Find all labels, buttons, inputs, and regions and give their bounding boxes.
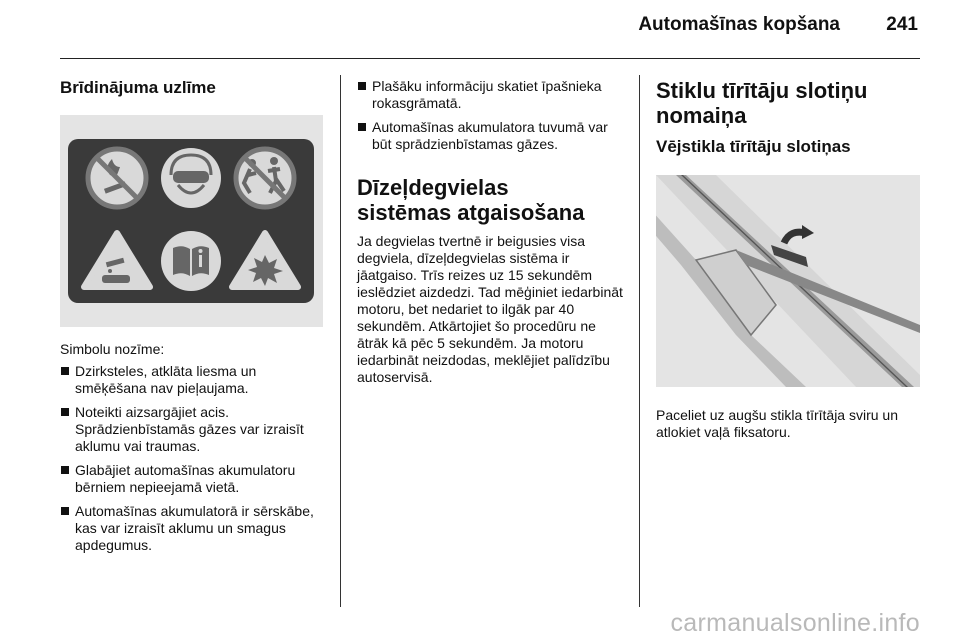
symbols-list <box>60 363 326 554</box>
section-heading-warning-label: Brīdinājuma uzlīme <box>60 78 216 97</box>
bullet-marker <box>61 507 69 515</box>
middle-column <box>357 78 625 386</box>
footer-watermark: carmanualsonline.info <box>670 609 920 637</box>
list-item <box>357 78 625 112</box>
list-item <box>60 363 326 397</box>
section-heading-wiper-replacement: Stiklu tīrītāju slotiņu nomaiņa <box>656 78 868 128</box>
left-column <box>60 78 326 561</box>
list-item-text: Noteikti aizsargājiet acis. Sprādzienbīstamās gāzes var izraisīt aklumu vai traumas. <box>75 404 304 454</box>
list-item-text: Plašāku informāciju skatiet īpašnieka rokasgrāmatā. <box>372 78 602 111</box>
section-heading-diesel-bleeding: Dīzeļdegvielas sistēmas atgaisošana <box>357 175 585 225</box>
diesel-bleeding-paragraph: Ja degvielas tvertnē ir beigusies visa degviela, dīzeļdegvielas sistēma ir jāatgaiso. Trīs reizes uz 15 sekundēm ieslēdziet aizdedzi. Tad mēģiniet iedarbināt motoru, bet nedariet to ilgāk par 40 sekundēm. Atkārtojiet šo procedūru ne ātrāk kā pēc 5 sekundēm. Ja motoru iedarbināt neizdodas, meklējiet palīdzību autoservisā. <box>357 233 623 385</box>
wiper-instruction-paragraph: Paceliet uz augšu stikla tīrītāja sviru un atlokiet vaļā fiksatoru. <box>656 407 899 440</box>
battery-notes-list <box>357 78 625 153</box>
list-item <box>60 462 326 496</box>
bullet-marker <box>61 408 69 416</box>
wiper-blade-figure <box>656 175 920 387</box>
list-item-text: Automašīnas akumulatora tuvumā var būt sprādzienbīstamas gāzes. <box>372 119 608 152</box>
column-divider-right <box>639 75 640 607</box>
bullet-marker <box>61 466 69 474</box>
no-fire-smoking-icon <box>87 148 147 208</box>
column-divider-left <box>340 75 341 607</box>
list-item-text: Automašīnas akumulatorā ir sērskābe, kas var izraisīt aklumu un smagus apdegumus. <box>75 503 314 553</box>
list-item <box>357 119 625 153</box>
warning-label-figure <box>60 115 323 327</box>
list-item <box>60 503 326 554</box>
read-manual-icon <box>161 231 221 291</box>
list-item-text: Dzirksteles, atklāta liesma un smēķēšana nav pieļaujama. <box>75 363 257 396</box>
list-item-text: Glabājiet automašīnas akumulatoru bērniem nepieejamā vietā. <box>75 462 296 495</box>
header-rule <box>60 58 920 59</box>
symbols-intro: Simbolu nozīme: <box>60 341 165 357</box>
bullet-marker <box>61 367 69 375</box>
bullet-marker <box>358 82 366 90</box>
eye-protection-icon <box>161 148 221 208</box>
bullet-marker <box>358 123 366 131</box>
list-item <box>60 404 326 455</box>
running-header-title: Automašīnas kopšana <box>638 14 840 35</box>
right-column <box>656 78 922 441</box>
keep-children-away-icon <box>235 148 295 208</box>
page-number: 241 <box>886 14 918 35</box>
subsection-heading-windscreen-wipers: Vējstikla tīrītāju slotiņas <box>656 137 851 156</box>
